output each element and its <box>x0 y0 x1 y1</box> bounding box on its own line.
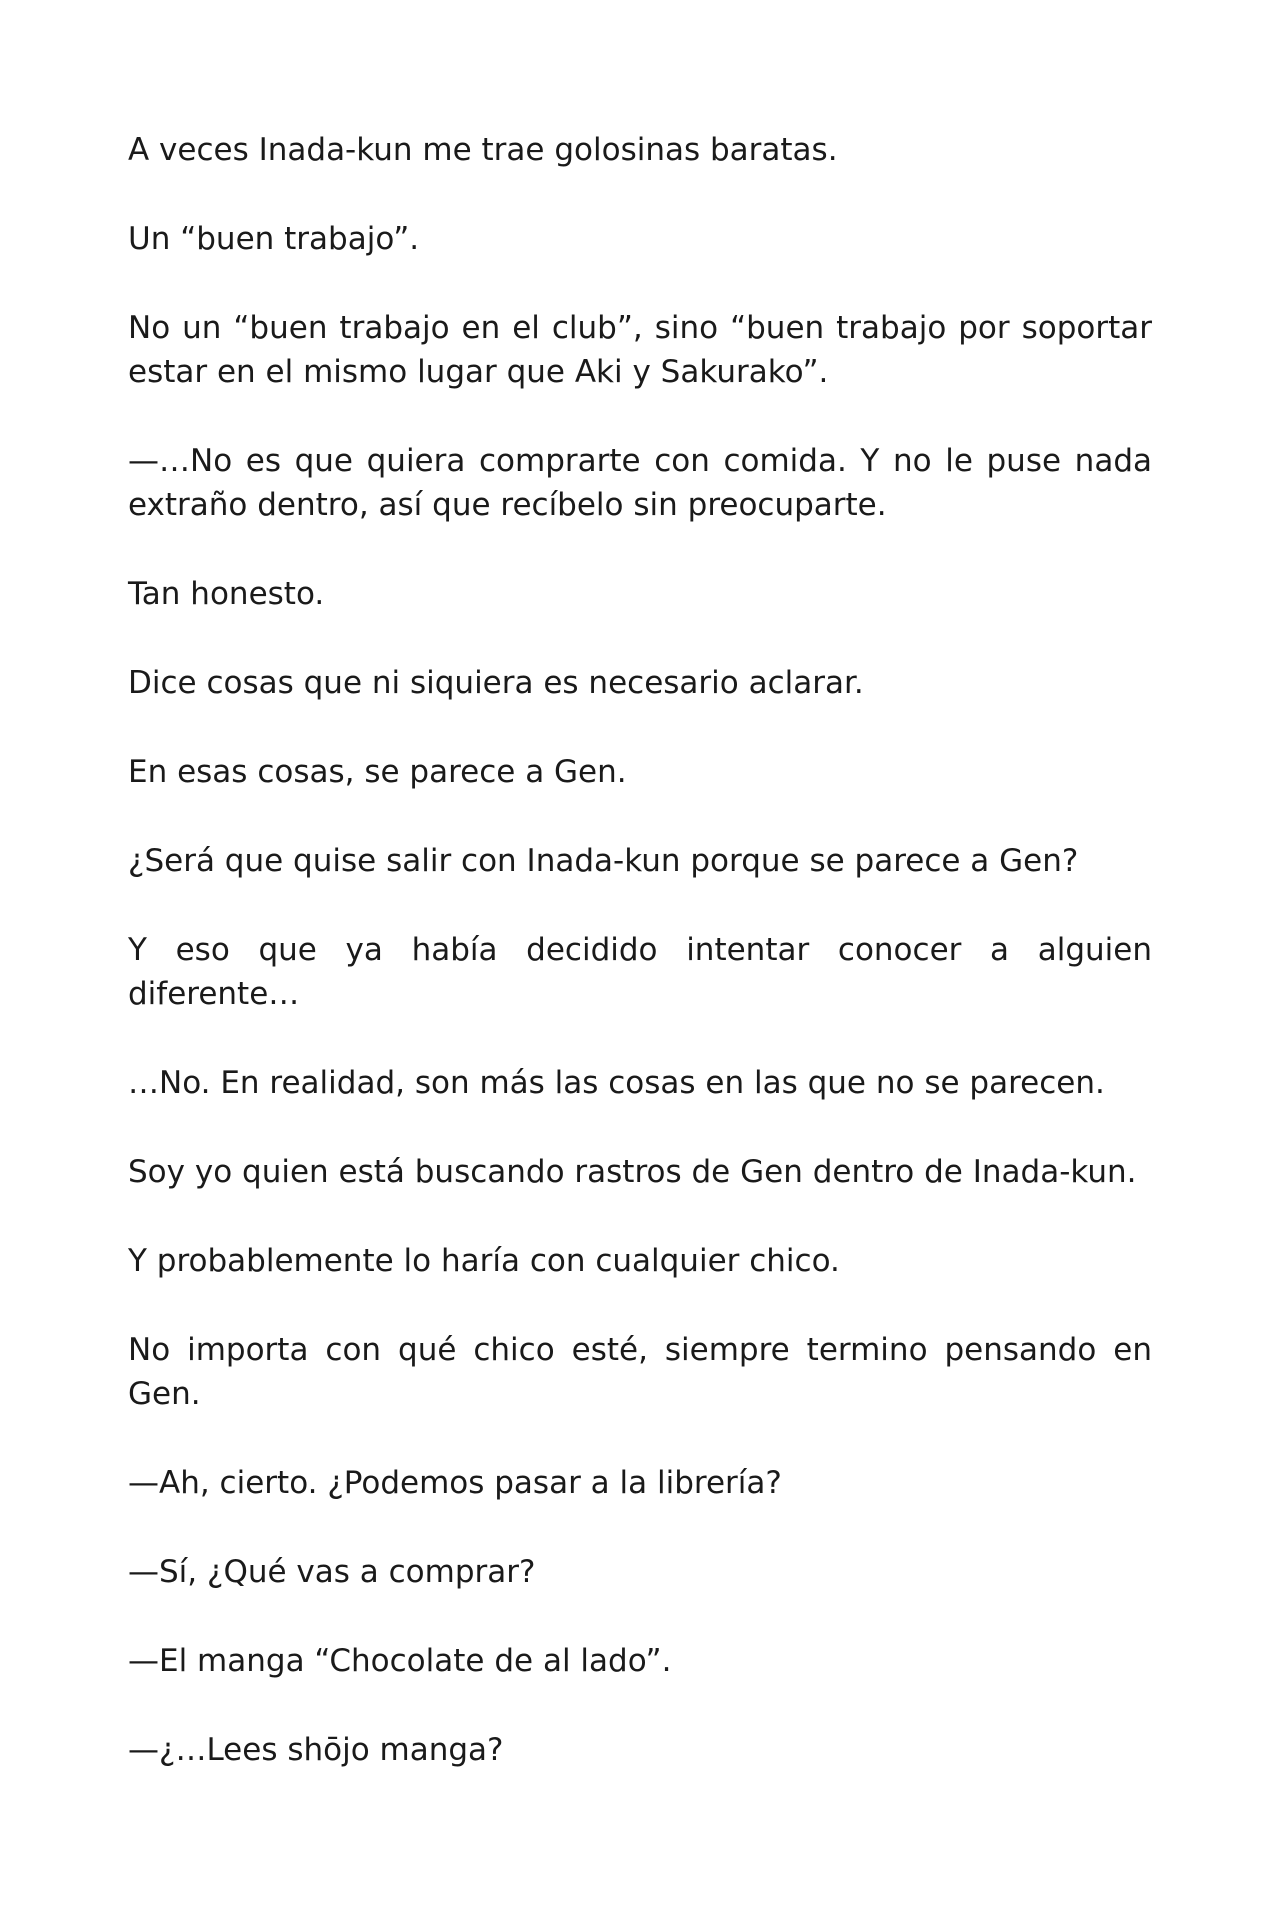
paragraph: ¿Será que quise salir con Inada-kun porque se parece a Gen? <box>128 843 1079 879</box>
paragraph: —Sí, ¿Qué vas a comprar? <box>128 1554 536 1590</box>
paragraph: —El manga “Chocolate de al lado”. <box>128 1643 672 1679</box>
paragraph: —…No es que quiera comprarte con comida. Y no le puse nada extraño dentro, así que recíbelo sin preocuparte. <box>128 443 1152 523</box>
paragraph: Dice cosas que ni siquiera es necesario aclarar. <box>128 665 864 701</box>
paragraph: —¿…Lees shōjo manga? <box>128 1732 504 1768</box>
paragraph: Y probablemente lo haría con cualquier chico. <box>128 1243 840 1279</box>
paragraph: Tan honesto. <box>128 576 325 612</box>
paragraph: A veces Inada-kun me trae golosinas baratas. <box>128 132 838 168</box>
paragraph: —Ah, cierto. ¿Podemos pasar a la librería? <box>128 1465 782 1501</box>
paragraph: …No. En realidad, son más las cosas en las que no se parecen. <box>128 1065 1105 1101</box>
paragraph: Un “buen trabajo”. <box>128 221 420 257</box>
text-column <box>128 128 1152 1772</box>
paragraph: No un “buen trabajo en el club”, sino “buen trabajo por soportar estar en el mismo lugar que Aki y Sakurako”. <box>128 310 1152 390</box>
paragraph: No importa con qué chico esté, siempre termino pensando en Gen. <box>128 1332 1152 1412</box>
paragraph: Y eso que ya había decidido intentar conocer a alguien diferente… <box>128 932 1152 1012</box>
paragraph: En esas cosas, se parece a Gen. <box>128 754 627 790</box>
paragraph: Soy yo quien está buscando rastros de Gen dentro de Inada-kun. <box>128 1154 1137 1190</box>
